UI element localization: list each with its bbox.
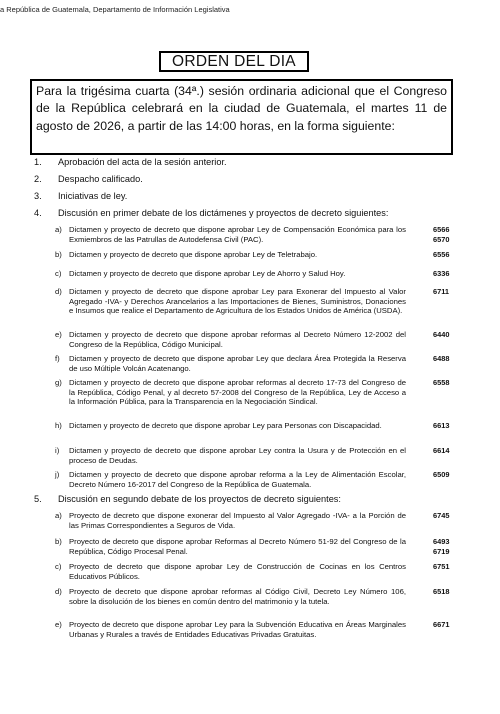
item-letter: f): [55, 354, 60, 363]
initiative-number: 6518: [433, 587, 450, 596]
item-text: Proyecto de decreto que dispone aprobar Reformas al Decreto Número 51-92 del Congreso de la República, Código Procesal Penal.: [69, 537, 406, 556]
item-letter: b): [55, 250, 62, 259]
initiative-number: 6751: [433, 562, 450, 571]
initiative-number: 6671: [433, 620, 450, 629]
document-source-header: a República de Guatemala, Departamento de Información Legislativa: [0, 5, 230, 14]
agenda-item-number: 1.: [34, 157, 42, 167]
item-letter: g): [55, 378, 62, 387]
item-letter: c): [55, 562, 62, 571]
item-letter: e): [55, 620, 62, 629]
initiative-number: 6614: [433, 446, 450, 455]
item-letter: d): [55, 287, 62, 296]
item-text: Dictamen y proyecto de decreto que dispone aprobar Ley de Compensación Económica para los Exmiembros de las Patrullas de Autodefensa Civil (PAC).: [69, 225, 406, 244]
item-letter: c): [55, 269, 62, 278]
initiative-number: 6558: [433, 378, 450, 387]
initiative-number: 6509: [433, 470, 450, 479]
item-text: Dictamen y proyecto de decreto que dispone aprobar Ley que declara Área Protegida la Reserva de uso Múltiple Volcán Acatenango.: [69, 354, 406, 373]
item-letter: a): [55, 225, 62, 234]
item-text: Dictamen y proyecto de decreto que dispone aprobar reforma a la Ley de Alimentación Escolar, Decreto Número 16-2017 del Congreso de la República de Guatemala.: [69, 470, 406, 489]
initiative-number: 6488: [433, 354, 450, 363]
item-letter: e): [55, 330, 62, 339]
item-text: Dictamen y proyecto de decreto que dispone aprobar Ley contra la Usura y de Protección en el proceso de Deudas.: [69, 446, 406, 465]
agenda-item-number: 2.: [34, 174, 42, 184]
session-intro: Para la trigésima cuarta (34ª.) sesión ordinaria adicional que el Congreso de la República celebrará en la ciudad de Guatemala, el martes 11 de agosto de 2026, a partir de las 14:00 horas, en la forma siguiente:: [30, 79, 453, 155]
document-title: ORDEN DEL DIA: [159, 51, 309, 72]
agenda-item-text: Despacho calificado.: [58, 174, 143, 184]
item-text: Dictamen y proyecto de decreto que dispone aprobar Ley de Teletrabajo.: [69, 250, 318, 259]
item-text: Proyecto de decreto que dispone exonerar del Impuesto al Valor Agregado -IVA- a la Porción de las Primas Correspondientes a Seguros de Vida.: [69, 511, 406, 530]
item-letter: j): [55, 470, 60, 479]
initiative-number: 6613: [433, 421, 450, 430]
item-text: Proyecto de decreto que dispone aprobar reformas al Código Civil, Decreto Ley Número 106, sobre la disolución de los bienes en común dentro del matrimonio y la tutela.: [69, 587, 406, 606]
item-letter: d): [55, 587, 62, 596]
initiative-number: 6711: [433, 287, 450, 296]
item-text: Dictamen y proyecto de decreto que dispone aprobar Ley de Ahorro y Salud Hoy.: [69, 269, 346, 278]
agenda-item-number: 3.: [34, 191, 42, 201]
agenda-item-text: Discusión en segundo debate de los proyectos de decreto siguientes:: [58, 494, 341, 504]
initiative-number: 6493 6719: [433, 537, 450, 556]
agenda-item-text: Aprobación del acta de la sesión anterior.: [58, 157, 227, 167]
item-letter: a): [55, 511, 62, 520]
agenda-item-number: 4.: [34, 208, 42, 218]
initiative-number: 6745: [433, 511, 450, 520]
item-text: Proyecto de decreto que dispone aprobar Ley para la Subvención Educativa en Áreas Marginales Urbanas y Rurales a través de Entidades Educativas Privadas Gratuitas.: [69, 620, 406, 639]
agenda-item-text: Iniciativas de ley.: [58, 191, 128, 201]
item-text: Dictamen y proyecto de decreto que dispone aprobar reformas al decreto 17-73 del Congreso de la República, Código Penal, y al decreto 57-2008 del Congreso de la República, Ley de Acceso a la Información Pública, para la Transparencia en la Negociación Sindical.: [69, 378, 406, 407]
initiative-number: 6336: [433, 269, 450, 278]
item-letter: i): [55, 446, 60, 455]
item-text: Proyecto de decreto que dispone aprobar Ley de Construcción de Cocinas en los Centros Educativos Públicos.: [69, 562, 406, 581]
item-text: Dictamen y proyecto de decreto que dispone aprobar Ley para Exonerar del Impuesto al Valor Agregado -IVA- y Derechos Arancelarios a las Importaciones de Bienes, Suministros, Donaciones e Insumos que realice el Departamento de Agricultura de los Estados Unidos de América (USDA).: [69, 287, 406, 316]
agenda-item-number: 5.: [34, 494, 42, 504]
agenda-item-text: Discusión en primer debate de los dictámenes y proyectos de decreto siguientes:: [58, 208, 389, 218]
initiative-number: 6566 6570: [433, 225, 450, 244]
item-text: Dictamen y proyecto de decreto que dispone aprobar reformas al Decreto Número 12-2002 del Congreso de la República, Código Municipal.: [69, 330, 406, 349]
item-letter: b): [55, 537, 62, 546]
initiative-number: 6440: [433, 330, 450, 339]
item-letter: h): [55, 421, 62, 430]
initiative-number: 6556: [433, 250, 450, 259]
item-text: Dictamen y proyecto de decreto que dispone aprobar Ley para Personas con Discapacidad.: [69, 421, 382, 430]
